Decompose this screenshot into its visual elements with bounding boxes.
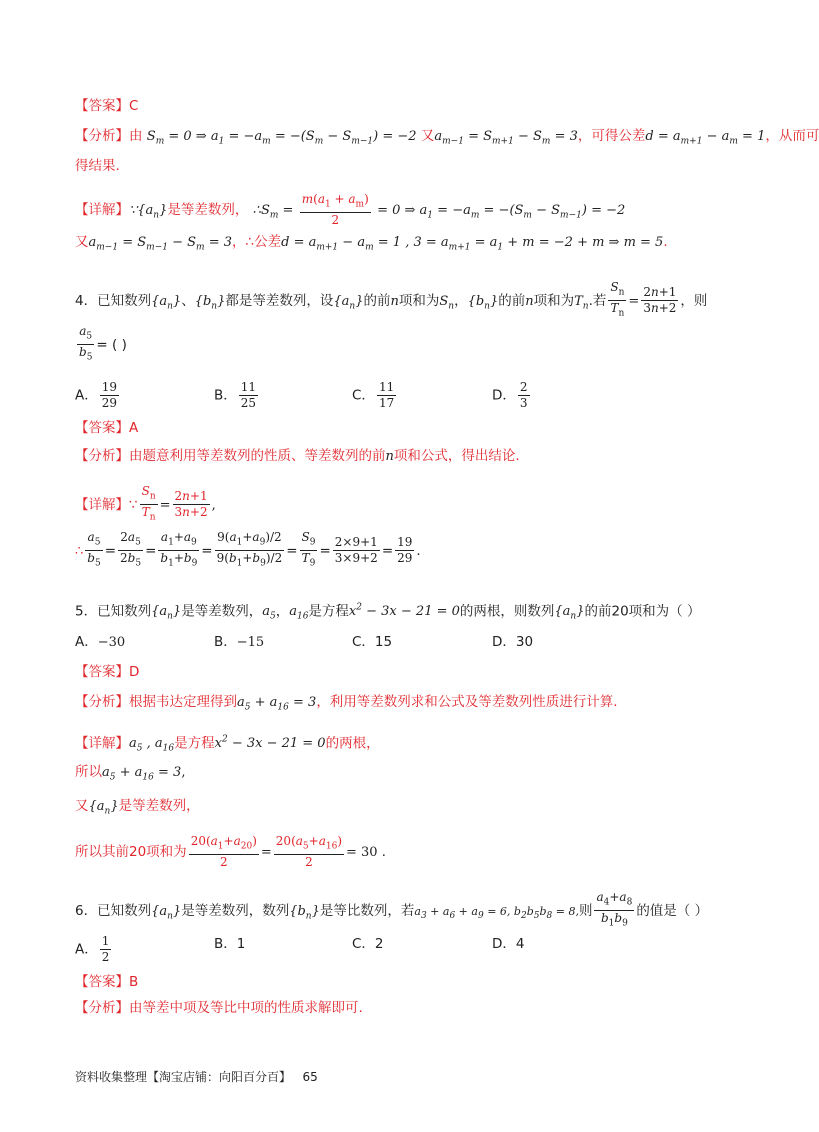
detail-text: . (663, 234, 668, 250)
option-a: A． $\frac{1}{2}$ (75, 934, 110, 964)
math-expression: $a_{m-1} = S_{m+1} - S_m = 3$ (434, 129, 578, 147)
fraction: $\frac{2n+1}{3n+2}$ (643, 285, 677, 316)
q6-analysis: 【分析】由等差中项及等比中项的性质求解即可. (75, 1000, 363, 1016)
math-expression: = 0 ⇒ $a_1 = -a_m = -(S_m - S_{m-1}) = -2$ (377, 203, 626, 221)
math-expression: $T_n$ (574, 293, 589, 312)
q3-detail (75, 192, 740, 228)
analysis-text: 由 (129, 128, 143, 144)
page-number: 65 (302, 1070, 318, 1084)
q5-detail-4: 所以其前20项和为 $\frac{20(a_1+a_{20})}{2}$ = $\frac{20(a_5+a_{16})}{2}$ = 30 . (75, 834, 386, 870)
question-text: 项和为 (398, 292, 440, 309)
question-text: .若 (588, 292, 607, 309)
option-c: C． $\frac{11}{17}$ (352, 380, 395, 410)
analysis-text: 得结果. (75, 158, 120, 174)
math-expression: $a_{m-1} = S_{m-1} - S_m = 3$ (88, 235, 233, 253)
math-expression: $\{a_n\}$ (333, 293, 364, 312)
math-expression: $\therefore S_m$ = (252, 203, 294, 221)
option-c: C．15 (352, 634, 393, 650)
q5-detail: 【详解】$a_5$ , $a_{16}$是方程$x^2 - 3x - 21 = 0$的两根， (75, 735, 380, 754)
question-text: 都是等差数列，设 (225, 292, 334, 309)
option-d: D．4 (492, 936, 525, 952)
analysis-text: ，可得公差 (577, 128, 646, 144)
q6-answer: 【答案】B (75, 974, 139, 990)
question-text: ， (454, 292, 468, 309)
math-expression: $d = a_{m+1} - a_m = 1$ , $3 = a_{m+1} = a_1 + m = -2 + m$ ⇒ m = 5 (281, 235, 664, 253)
q4-answer: 【答案】A (75, 420, 139, 436)
question-text: 项和为 (533, 292, 575, 309)
footer-text: 资料收集整理【淘宝店铺：向阳百分百】 (75, 1070, 292, 1084)
fraction: $\frac{S_n}{T_n}$ (610, 280, 625, 319)
option-d: D． $\frac{2}{3}$ (492, 380, 528, 410)
math-expression: $\because\{a_n\}$ (129, 203, 168, 221)
option-c: C．2 (352, 936, 384, 952)
question-text: 4．已知数列 (75, 292, 152, 309)
math-expression: n (525, 293, 534, 309)
page-footer (75, 1068, 318, 1085)
math-expression: n (390, 293, 399, 309)
math-expression: $d = a_{m+1} - a_m = 1$ (645, 129, 766, 147)
math-expression: $\{b_n\}$ (467, 293, 499, 312)
q3-analysis (75, 126, 819, 152)
answer-label: 【答案】 (75, 98, 129, 114)
q5-detail-3: 又$\{a_n\}$是等差数列， (75, 798, 200, 817)
option-b: B．−15 (214, 634, 265, 650)
analysis-label: 【分析】 (75, 128, 129, 144)
q5-answer: 【答案】D (75, 664, 140, 680)
option-b: B．1 (214, 936, 246, 952)
q5-analysis: 【分析】根据韦达定理得到$a_5 + a_{16} = 3$，利用等差数列求和公式及等差数列性质进行计算. (75, 694, 618, 713)
option-d: D．30 (492, 634, 534, 650)
q4-analysis: 【分析】由题意利用等差数列的性质、等差数列的前n项和公式，得出结论. (75, 448, 520, 464)
q4-derivation: ∴ $\frac{a_5}{b_5}$ = $\frac{2a_5}{2b_5}$ = $\frac{a_1+a_9}{b_1+b_9}$ = $\frac{9(a_1+a_9)/2}{9(b_1+b_9)/2}$ = $\frac{S_9}{T_9}$ = $\frac{2\times 9+1}{3\times 9+2}$ = $\frac{19}{29}$ . (75, 530, 421, 569)
fraction: $\frac{m(a_1 + a_m)}{2}$ (301, 192, 369, 228)
question-text: ，则 (680, 292, 708, 309)
fraction: $\frac{a_5}{b_5}$ (79, 324, 93, 363)
detail-text: 是等差数列， (167, 202, 249, 219)
question-text: 、 (181, 292, 195, 309)
q3-answer (75, 96, 740, 116)
question-text: = ( ) (96, 336, 127, 353)
question-text: 的前 (498, 292, 526, 309)
detail-label: 【详解】 (75, 202, 129, 219)
option-a: A． $\frac{19}{29}$ (75, 380, 118, 410)
detail-text: 又 (75, 234, 89, 250)
q4-stem: 4．已知数列$\{a_n\}$、$\{b_n\}$都是等差数列，设$\{a_n\}$的前n项和为$S_n$，$\{b_n\}$的前n项和为$T_n$.若 $\frac{S_n}{T_n}$ = $\frac{2n+1}{3n+2}$ ，则 (75, 280, 740, 322)
q6-stem: 6．已知数列$\{a_n\}$是等差数列，数列$\{b_n\}$是等比数列，若$a_3 + a_6 + a_9 = 6$, $b_2b_5b_8 = 8$,则 $\frac{a_4+a_8}{b_1b_9}$ 的值是（ ） (75, 890, 709, 929)
analysis-text: ，从而可 (765, 128, 819, 144)
math-expression: $\{b_n\}$ (194, 293, 226, 312)
q3-analysis-cont (75, 156, 740, 176)
analysis-text: 又 (420, 128, 435, 144)
math-expression: $S_n$ (439, 293, 455, 312)
math-expression: $S_m = 0$ ⇒ $a_1 = -a_m = -(S_m - S_{m-1}) = -2$ (146, 129, 417, 147)
detail-text: ，∴公差 (232, 234, 282, 250)
option-a: A．−30 (75, 634, 126, 650)
answer-value: C (129, 98, 139, 114)
question-text: 的前 (363, 292, 391, 309)
option-b: B． $\frac{11}{25}$ (214, 380, 257, 410)
q4-detail: 【详解】∵ $\frac{S_n}{T_n}$ = $\frac{2n+1}{3n+2}$ , (75, 484, 216, 523)
q4-ask (75, 324, 740, 366)
q5-stem: 5．已知数列$\{a_n\}$是等差数列，$a_5$，$a_{16}$是方程$x^2 - 3x - 21 = 0$的两根，则数列$\{a_n\}$的前20项和为（ ） (75, 603, 701, 622)
q5-detail-2: 所以$a_5 + a_{16} = 3$, (75, 764, 186, 783)
math-expression: $\{a_n\}$ (151, 293, 182, 312)
q3-detail-cont (75, 232, 740, 258)
